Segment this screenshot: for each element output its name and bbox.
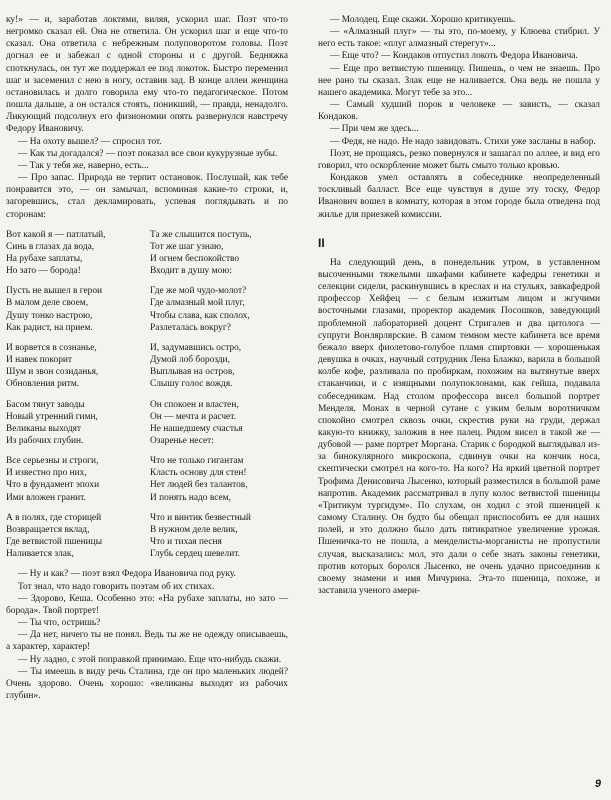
poem-line: Нет людей без талантов, <box>150 480 248 491</box>
stanza <box>150 512 288 561</box>
poem-line: Слышу голос вождя. <box>150 379 233 390</box>
paragraph: — Да нет, ничего ты не понял. Ведь ты же не одежду описываешь, а характер, характер! <box>6 630 288 653</box>
poem-line: Думой лоб борозди, <box>150 355 230 366</box>
poem-line: И огнем беспокойство <box>150 253 240 264</box>
stanza <box>6 455 144 504</box>
poem-line: Все серьезны и строги, <box>6 456 99 467</box>
poem-line: И ворвется в сознанье, <box>6 342 97 353</box>
paragraph: ку!» — и, заработав локтями, виляя, ускорил шаг. Поэт что-то негромко сказал ей. Она не ответила. Он ускорил шаг и еще что-то сказал. Она ответила с небрежным полуповоротом головы. Поэт догнал ее и забежал с одной стороны и с другой. Бедняжка споткнулась, он тут же поддержал ее под локоток. Быстро переменил шаг и засеменил с нею в ногу, оставив зад. В конце аллеи женщина остановилась и долго говорила ему что-то педагогическое. Потом пошла дальше, а он остался стоять, поникший, — правда, ненадолго. Ликующий подсолнух его физиономии опять развернулся навстречу Федору Ивановичу. <box>6 15 288 135</box>
paragraph: — Молодец. Еще скажи. Хорошо критикуешь. <box>330 15 516 25</box>
poem-line: На рубахе заплаты, <box>6 253 83 264</box>
paragraph: На следующий день, в понедельник утром, в уставленном высоченными тяжелыми шкафами кабинете кафедры генетики и селекции сидели, раскинувшись в креслах и на стульях, завкафедрой профессор Хейфец — с белым изжитым лицом и жгучими восточными глазами, проректор академик Посошков, заведующий проблемной лабораторией доцент Стригалев и два цитолога — супруги Вонлярлярские. В самом темном месте кабинета все время бежало вверх фиолетово-голубое пламя спиртовки — хорошенькая девушка в очках, научный сотрудник Лена Блажко, варила в большой колбе кофе, разливала по пробиркам, похожим на вытянутые вверх стаканчики, и с изящными полупоклонами, как гейша, подавала собеседникам. Над столом профессора висел большой портрет Менделя. Монах в черной сутане с узким белым воротничком спокойно смотрел сквозь очки, скрестив руки на груди, держал какую-то книжку, заложив в нее палец. Рядом висел в такой же — дубовой — раме портрет Моргана. Старик с бородкой выглядывал из-за бинокулярного микроскопа, сдвинув очки на кончик носа, скептически смотрел на кого-то. На кого? На яркий цветной портрет Трофима Денисовича Лысенко, который разместился в большой раме напротив. Академик рассматривал в лупу колос ветвистой пшеницы «Тритикум тургидум». По слухам, он ходил с этой пшеницей к самому Сталину. Он будто бы обещал приспособить ее для наших полей, и это должно было дать пятикратное увеличение урожая. Пшеничка-то не пошла, а менделисты-морганисты не пропустили случая, высказались: мол, это дали о себе знать законы генетики, против которых боролся Лысенко, не очень удачно присоединив к своему знамени и имя Мичурина. Эта-то пшеница, похоже, и заставила ученого амери- <box>318 257 600 597</box>
poem-column-1 <box>6 229 144 561</box>
paragraph: — Как ты догадался? — поэт показал все свои кукурузные зубы. <box>18 148 278 159</box>
paragraph: — «Алмазный плуг» — ты это, по-моему, у Клюева стибрил. У него есть такое: «плуг алмазный стерегут»... <box>318 27 600 50</box>
poem-line: Ими вложен гранит. <box>6 492 86 503</box>
stanza <box>150 285 288 334</box>
paragraph: — При чем же здесь... <box>330 124 419 135</box>
stanza <box>6 512 144 561</box>
paragraph: — Про запас. Природа не терпит остановок. Послушай, как тебе понравится это, — он замычал, вспоминая какие-то строки, и, загоревшись, стал декламировать, успевая поглядывать и по сторонам: <box>6 173 288 220</box>
poem-line: Выплывая на остров, <box>150 367 235 378</box>
poem-line: Синь в глазах да вода, <box>6 241 95 252</box>
poem-line: Обновления ритм. <box>6 379 80 390</box>
poem-column-2 <box>150 229 288 561</box>
poem-line: Где же мой чудо-молот? <box>150 286 247 297</box>
poem <box>6 229 288 561</box>
poem-line: А в полях, где сторицей <box>6 512 102 523</box>
poem-line: Пусть не вышел в герои <box>6 286 103 297</box>
stanza <box>150 342 288 391</box>
paragraph: — Ну и как? — поэт взял Федора Ивановича под руку. <box>18 569 236 580</box>
paragraph: Кондаков умел оставлять в собеседнике неопределенный тоскливый балласт. Все еще чувствуя в душе эту тоску, Федор Иванович вошел в комнату, которая в этом городе была отведена под жилье для приезжей комиссии. <box>318 173 600 220</box>
left-column <box>6 14 288 702</box>
stanza <box>6 229 144 278</box>
paragraph: — Здорово, Кеша. Особенно это: «На рубахе заплаты, но зато — борода». Твой портрет! <box>6 593 288 616</box>
poem-line: Что не только гигантам <box>150 456 244 467</box>
paragraph: — Еще про ветвистую пшеницу. Пишешь, о чем не знаешь. Про нее рано ты сказал. Злак еще не наливается. Она ведь не пошла у нашего академика. Могут тебе за это... <box>318 63 600 98</box>
poem-line: Душу тонко настрою, <box>6 310 93 321</box>
paragraph: — Ты имеешь в виду речь Сталина, где он про маленьких людей? Очень здорово. Очень хорошо: «великаны выходят из рабочих глубин». <box>6 666 288 701</box>
poem-line: Великаны выходят <box>6 423 81 434</box>
paragraph: — Так у тебя же, наверно, есть... <box>18 160 149 171</box>
poem-line: Класть основу для стен! <box>150 468 247 479</box>
poem-line: Но зато — борода! <box>6 266 81 277</box>
stanza <box>150 399 288 448</box>
right-column <box>318 14 600 597</box>
poem-line: Наливается злак, <box>6 549 74 560</box>
poem-line: Та же слышится поступь, <box>150 229 252 240</box>
poem-line: Что и тихая песня <box>150 537 222 548</box>
paragraph: — Федя, не надо. Не надо завидовать. Стихи уже засланы в набор. <box>330 136 596 147</box>
stanza <box>6 399 144 448</box>
poem-line: Вот какой я — патлатый, <box>6 229 106 240</box>
poem-line: Не нашедшему счастья <box>150 423 243 434</box>
poem-line: Как радист, на прием. <box>6 322 93 333</box>
stanza <box>150 229 288 278</box>
stanza <box>150 455 288 504</box>
poem-line: Что и винтик безвестный <box>150 512 251 523</box>
poem-line: Шум и звон созиданья, <box>6 367 99 378</box>
poem-line: Разлеталась вокруг? <box>150 322 231 333</box>
poem-line: И известно про них, <box>6 468 87 479</box>
poem-line: Тот же шаг узнаю, <box>150 241 224 252</box>
paragraph: — Еще что? — Кондаков отпустил локоть Федора Ивановича. <box>330 51 578 62</box>
paragraph: Тот знал, что надо говорить поэтам об их стихах. <box>18 581 215 592</box>
paragraph: Поэт, не прощаясь, резко повернулся и зашагал по аллее, и вид его говорил, что оскорбление может быть смыто только кровью. <box>318 148 600 171</box>
paragraph: — Ну ладно, с этой поправкой принимаю. Еще что-нибудь скажи. <box>18 654 282 665</box>
poem-line: Из рабочих глубин. <box>6 436 84 446</box>
poem-line: Где ветвистой пшеницы <box>6 537 102 548</box>
poem-line: Он — мечта и расчет. <box>150 411 236 422</box>
page-number: 9 <box>594 778 601 790</box>
poem-line: В малом деле своем, <box>6 298 89 309</box>
paragraph: — Ты что, остришь? <box>18 618 101 629</box>
poem-line: В нужном деле велик, <box>150 524 238 535</box>
poem-line: И понять надо всем, <box>150 492 231 503</box>
paragraph: — На охоту вышел? — спросил тот. <box>18 136 162 147</box>
poem-line: И навек покорит <box>6 355 72 366</box>
poem-line: Басом тянут заводы <box>6 399 85 410</box>
paragraph: — Самый худший порок в человеке — зависть, — сказал Кондаков. <box>318 100 600 123</box>
section-marker: II <box>318 235 325 250</box>
poem-line: И, задумавшись остро, <box>150 342 242 353</box>
poem-line: Глубь сердец шевелит. <box>150 549 240 560</box>
stanza <box>6 342 144 391</box>
poem-line: Где алмазный мой плуг, <box>150 298 245 309</box>
poem-line: Он спокоен и властен, <box>150 399 239 410</box>
stanza <box>6 285 144 334</box>
poem-line: Входит в душу мою: <box>150 266 232 277</box>
poem-line: Возвращается вклад, <box>6 524 90 535</box>
poem-line: Что в фундамент эпохи <box>6 480 100 491</box>
poem-line: Новый утренний гимн, <box>6 411 98 422</box>
poem-line: Чтобы слава, как сполох, <box>150 310 250 321</box>
poem-line: Озаренье несет: <box>150 436 214 446</box>
